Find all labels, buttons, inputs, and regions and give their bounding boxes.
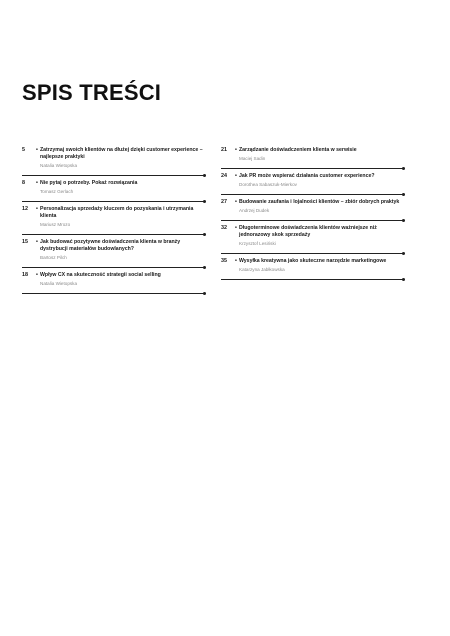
bullet-icon: • bbox=[235, 199, 237, 205]
toc-entry[interactable] bbox=[221, 221, 403, 254]
entry-author: Tomasz Gerlach bbox=[40, 189, 74, 194]
entry-title: Nie pytaj o potrzeby. Pokaż rozwiązania bbox=[40, 180, 138, 186]
entry-title: Budowanie zaufania i lojalności klientów – zbiór dobrych praktyk bbox=[239, 199, 400, 205]
entry-author: Andrzej Dudek bbox=[239, 208, 270, 213]
bullet-icon: • bbox=[235, 147, 237, 153]
toc-column-left bbox=[22, 143, 204, 294]
page-number: 21 bbox=[221, 147, 227, 153]
entry-title: Jak PR może wspierać działania customer experience? bbox=[239, 173, 375, 179]
toc-entry[interactable] bbox=[22, 202, 204, 235]
page-number: 8 bbox=[22, 180, 25, 186]
toc-entry[interactable] bbox=[22, 176, 204, 202]
page-number: 15 bbox=[22, 239, 28, 245]
bullet-icon: • bbox=[36, 180, 38, 186]
toc-column-right bbox=[221, 143, 403, 280]
page-number: 27 bbox=[221, 199, 227, 205]
toc-entry[interactable] bbox=[22, 143, 204, 176]
toc-entry[interactable] bbox=[221, 195, 403, 221]
bullet-icon: • bbox=[235, 225, 237, 231]
toc-entry[interactable] bbox=[221, 143, 403, 169]
page-number: 18 bbox=[22, 272, 28, 278]
entry-title: Wysyłka kreatywna jako skuteczne narzędzie marketingowe bbox=[239, 258, 387, 264]
toc-entry[interactable] bbox=[221, 169, 403, 195]
toc-entry[interactable] bbox=[221, 254, 403, 280]
entry-title: Personalizacja sprzedaży kluczem do pozyskania i utrzymania klienta bbox=[40, 206, 194, 219]
entry-title: Długoterminowe doświadczenia klientów ważniejsze niż jednorazowy skok sprzedaży bbox=[239, 225, 377, 238]
page-number: 5 bbox=[22, 147, 25, 153]
bullet-icon: • bbox=[235, 173, 237, 179]
entry-author: Natalia Wietopska bbox=[40, 163, 78, 168]
bullet-icon: • bbox=[36, 239, 38, 245]
page-number: 24 bbox=[221, 173, 227, 179]
entry-title: Zarządzanie doświadczeniem klienta w serwisie bbox=[239, 147, 357, 153]
bullet-icon: • bbox=[36, 272, 38, 278]
page-title: SPIS TREŚCI bbox=[22, 80, 162, 105]
entry-author: Dorothea Sabaszuk-Mierkov bbox=[239, 182, 297, 187]
bullet-icon: • bbox=[36, 206, 38, 212]
entry-author: Natalia Wietopska bbox=[40, 281, 78, 286]
entry-title: Jak budować pozytywne doświadczenia klienta w branży dystrybucji materiałów budowlanych? bbox=[40, 239, 181, 252]
bullet-icon: • bbox=[36, 147, 38, 153]
entry-title: Zatrzymaj swoich klientów na dłużej dzięki customer experience – najlepsze praktyki bbox=[40, 147, 203, 160]
page-number: 12 bbox=[22, 206, 28, 212]
toc-entry[interactable] bbox=[22, 268, 204, 294]
entry-author: Katarzyna Jabłkowska bbox=[239, 267, 285, 272]
entry-author: Krzysztof Lesiński bbox=[239, 241, 276, 246]
toc-entry[interactable] bbox=[22, 235, 204, 268]
entry-author: Mariusz Mrozo bbox=[40, 222, 71, 227]
entry-author: Bartosz Pilch bbox=[40, 255, 67, 260]
page-number: 35 bbox=[221, 258, 227, 264]
bullet-icon: • bbox=[235, 258, 237, 264]
entry-author: Maciej Sadin bbox=[239, 156, 266, 161]
entry-title: Wpływ CX na skuteczność strategii social selling bbox=[40, 272, 161, 278]
page-number: 32 bbox=[221, 225, 227, 231]
